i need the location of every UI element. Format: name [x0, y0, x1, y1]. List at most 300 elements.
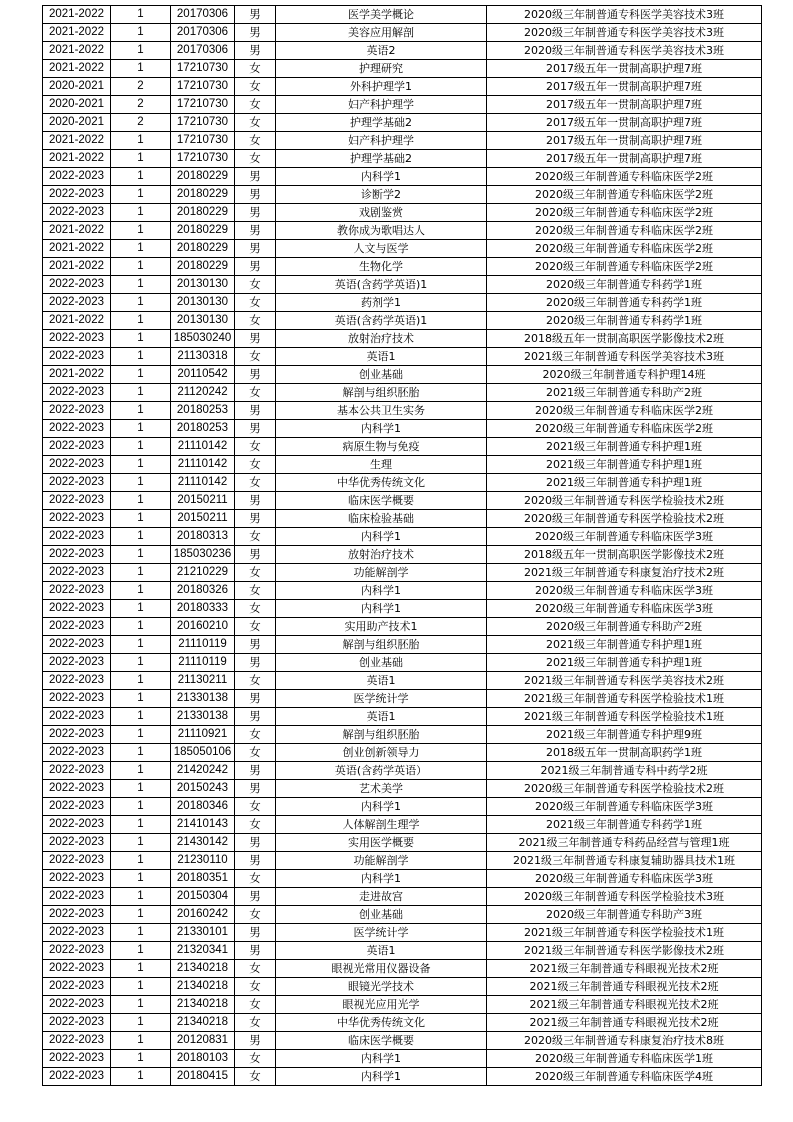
- student-id-cell: 17210730: [171, 96, 235, 114]
- class-name-cell: 2020级三年制普通专科医学美容技术3班: [487, 42, 762, 60]
- academic-year-cell: 2022-2023: [43, 456, 111, 474]
- gender-cell: 女: [235, 1068, 276, 1086]
- term-cell: 1: [111, 582, 171, 600]
- gender-cell: 女: [235, 132, 276, 150]
- term-cell: 1: [111, 996, 171, 1014]
- class-name-cell: 2020级三年制普通专科临床医学3班: [487, 582, 762, 600]
- academic-year-cell: 2022-2023: [43, 564, 111, 582]
- course-name-cell: 英语1: [276, 348, 487, 366]
- table-row: [43, 834, 762, 852]
- gender-cell: 男: [235, 1032, 276, 1050]
- table-row: [43, 798, 762, 816]
- academic-year-cell: 2022-2023: [43, 1050, 111, 1068]
- class-name-cell: 2021级三年制普通专科护理1班: [487, 438, 762, 456]
- gender-cell: 女: [235, 978, 276, 996]
- term-cell: 1: [111, 510, 171, 528]
- course-name-cell: 功能解剖学: [276, 852, 487, 870]
- student-id-cell: 21410143: [171, 816, 235, 834]
- student-id-cell: 20180346: [171, 798, 235, 816]
- academic-year-cell: 2022-2023: [43, 276, 111, 294]
- gender-cell: 男: [235, 510, 276, 528]
- course-name-cell: 眼视光应用光学: [276, 996, 487, 1014]
- table-row: [43, 636, 762, 654]
- student-id-cell: 20180351: [171, 870, 235, 888]
- academic-year-cell: 2022-2023: [43, 798, 111, 816]
- student-id-cell: 185030240: [171, 330, 235, 348]
- academic-year-cell: 2020-2021: [43, 96, 111, 114]
- student-id-cell: 20180415: [171, 1068, 235, 1086]
- term-cell: 1: [111, 906, 171, 924]
- academic-year-cell: 2022-2023: [43, 474, 111, 492]
- table-row: [43, 492, 762, 510]
- class-name-cell: 2021级三年制普通专科助产2班: [487, 384, 762, 402]
- class-name-cell: 2020级三年制普通专科康复治疗技术8班: [487, 1032, 762, 1050]
- gender-cell: 女: [235, 600, 276, 618]
- student-id-cell: 21330138: [171, 690, 235, 708]
- class-name-cell: 2021级三年制普通专科护理1班: [487, 456, 762, 474]
- academic-year-cell: 2022-2023: [43, 1014, 111, 1032]
- table-row: [43, 690, 762, 708]
- class-name-cell: 2021级三年制普通专科眼视光技术2班: [487, 978, 762, 996]
- student-id-cell: 21420242: [171, 762, 235, 780]
- academic-year-cell: 2022-2023: [43, 852, 111, 870]
- term-cell: 1: [111, 672, 171, 690]
- student-id-cell: 20110542: [171, 366, 235, 384]
- term-cell: 1: [111, 258, 171, 276]
- course-name-cell: 内科学1: [276, 420, 487, 438]
- class-name-cell: 2020级三年制普通专科临床医学2班: [487, 204, 762, 222]
- student-id-cell: 21110142: [171, 438, 235, 456]
- academic-year-cell: 2022-2023: [43, 708, 111, 726]
- academic-year-cell: 2022-2023: [43, 600, 111, 618]
- table-row: [43, 1032, 762, 1050]
- term-cell: 2: [111, 114, 171, 132]
- student-id-cell: 185050106: [171, 744, 235, 762]
- academic-year-cell: 2021-2022: [43, 132, 111, 150]
- student-id-cell: 21340218: [171, 1014, 235, 1032]
- term-cell: 1: [111, 402, 171, 420]
- academic-year-cell: 2021-2022: [43, 222, 111, 240]
- table-row: [43, 150, 762, 168]
- term-cell: 1: [111, 888, 171, 906]
- gender-cell: 女: [235, 276, 276, 294]
- gender-cell: 男: [235, 258, 276, 276]
- term-cell: 1: [111, 222, 171, 240]
- table-row: [43, 330, 762, 348]
- term-cell: 1: [111, 978, 171, 996]
- course-name-cell: 英语1: [276, 942, 487, 960]
- class-name-cell: 2020级三年制普通专科临床医学2班: [487, 258, 762, 276]
- student-id-cell: 21330101: [171, 924, 235, 942]
- class-name-cell: 2021级三年制普通专科眼视光技术2班: [487, 1014, 762, 1032]
- table-row: [43, 744, 762, 762]
- table-row: [43, 96, 762, 114]
- academic-year-cell: 2022-2023: [43, 888, 111, 906]
- table-row: [43, 114, 762, 132]
- course-name-cell: 创业基础: [276, 366, 487, 384]
- term-cell: 1: [111, 708, 171, 726]
- gender-cell: 男: [235, 204, 276, 222]
- table-row: [43, 726, 762, 744]
- gender-cell: 女: [235, 312, 276, 330]
- academic-year-cell: 2022-2023: [43, 510, 111, 528]
- table-row: [43, 42, 762, 60]
- course-name-cell: 实用助产技术1: [276, 618, 487, 636]
- student-id-cell: 20130130: [171, 294, 235, 312]
- gender-cell: 男: [235, 888, 276, 906]
- table-row: [43, 438, 762, 456]
- academic-year-cell: 2022-2023: [43, 348, 111, 366]
- class-name-cell: 2020级三年制普通专科临床医学3班: [487, 798, 762, 816]
- academic-year-cell: 2022-2023: [43, 1032, 111, 1050]
- term-cell: 1: [111, 168, 171, 186]
- student-id-cell: 21230110: [171, 852, 235, 870]
- academic-year-cell: 2021-2022: [43, 366, 111, 384]
- class-name-cell: 2020级三年制普通专科临床医学3班: [487, 870, 762, 888]
- student-id-cell: 21330138: [171, 708, 235, 726]
- academic-year-cell: 2022-2023: [43, 834, 111, 852]
- gender-cell: 男: [235, 168, 276, 186]
- gender-cell: 女: [235, 906, 276, 924]
- course-name-cell: 实用医学概要: [276, 834, 487, 852]
- student-id-cell: 20180229: [171, 186, 235, 204]
- course-name-cell: 医学统计学: [276, 690, 487, 708]
- term-cell: 1: [111, 744, 171, 762]
- gender-cell: 男: [235, 690, 276, 708]
- class-name-cell: 2020级三年制普通专科临床医学3班: [487, 600, 762, 618]
- gender-cell: 男: [235, 366, 276, 384]
- academic-year-cell: 2022-2023: [43, 672, 111, 690]
- gender-cell: 女: [235, 1014, 276, 1032]
- table-row: [43, 1014, 762, 1032]
- academic-year-cell: 2021-2022: [43, 150, 111, 168]
- term-cell: 1: [111, 132, 171, 150]
- course-name-cell: 英语1: [276, 672, 487, 690]
- table-row: [43, 564, 762, 582]
- course-name-cell: 护理学基础2: [276, 150, 487, 168]
- academic-year-cell: 2022-2023: [43, 420, 111, 438]
- student-id-cell: 21110142: [171, 474, 235, 492]
- term-cell: 1: [111, 780, 171, 798]
- student-id-cell: 21110142: [171, 456, 235, 474]
- course-name-cell: 英语2: [276, 42, 487, 60]
- student-id-cell: 17210730: [171, 60, 235, 78]
- course-name-cell: 功能解剖学: [276, 564, 487, 582]
- term-cell: 1: [111, 384, 171, 402]
- academic-year-cell: 2021-2022: [43, 312, 111, 330]
- academic-year-cell: 2022-2023: [43, 996, 111, 1014]
- course-name-cell: 基本公共卫生实务: [276, 402, 487, 420]
- class-name-cell: 2021级三年制普通专科医学影像技术2班: [487, 942, 762, 960]
- gender-cell: 男: [235, 420, 276, 438]
- class-name-cell: 2020级三年制普通专科临床医学4班: [487, 1068, 762, 1086]
- class-name-cell: 2017级五年一贯制高职护理7班: [487, 60, 762, 78]
- student-id-cell: 20150211: [171, 492, 235, 510]
- term-cell: 1: [111, 6, 171, 24]
- course-name-cell: 英语(含药学英语)1: [276, 276, 487, 294]
- academic-year-cell: 2021-2022: [43, 24, 111, 42]
- gender-cell: 男: [235, 6, 276, 24]
- course-name-cell: 艺术美学: [276, 780, 487, 798]
- class-name-cell: 2021级三年制普通专科眼视光技术2班: [487, 996, 762, 1014]
- table-row: [43, 366, 762, 384]
- table-row: [43, 276, 762, 294]
- course-name-cell: 临床医学概要: [276, 1032, 487, 1050]
- class-name-cell: 2021级三年制普通专科护理1班: [487, 474, 762, 492]
- course-name-cell: 药剂学1: [276, 294, 487, 312]
- table-row: [43, 960, 762, 978]
- term-cell: 1: [111, 762, 171, 780]
- term-cell: 1: [111, 150, 171, 168]
- gender-cell: 女: [235, 744, 276, 762]
- table-row: [43, 546, 762, 564]
- course-name-cell: 医学美学概论: [276, 6, 487, 24]
- gender-cell: 女: [235, 78, 276, 96]
- term-cell: 2: [111, 96, 171, 114]
- course-name-cell: 英语(含药学英语)1: [276, 312, 487, 330]
- student-id-cell: 21340218: [171, 996, 235, 1014]
- table-row: [43, 6, 762, 24]
- gender-cell: 男: [235, 42, 276, 60]
- gender-cell: 男: [235, 924, 276, 942]
- class-name-cell: 2021级三年制普通专科护理9班: [487, 726, 762, 744]
- student-id-cell: 17210730: [171, 78, 235, 96]
- academic-year-cell: 2022-2023: [43, 402, 111, 420]
- gender-cell: 女: [235, 564, 276, 582]
- student-id-cell: 20180333: [171, 600, 235, 618]
- term-cell: 1: [111, 312, 171, 330]
- academic-year-cell: 2021-2022: [43, 6, 111, 24]
- term-cell: 1: [111, 654, 171, 672]
- term-cell: 1: [111, 474, 171, 492]
- class-name-cell: 2021级三年制普通专科中药学2班: [487, 762, 762, 780]
- student-id-cell: 20180326: [171, 582, 235, 600]
- term-cell: 1: [111, 816, 171, 834]
- student-id-cell: 20150243: [171, 780, 235, 798]
- class-name-cell: 2020级三年制普通专科临床医学2班: [487, 240, 762, 258]
- class-name-cell: 2017级五年一贯制高职护理7班: [487, 78, 762, 96]
- gender-cell: 女: [235, 150, 276, 168]
- term-cell: 1: [111, 186, 171, 204]
- academic-year-cell: 2022-2023: [43, 438, 111, 456]
- table-row: [43, 312, 762, 330]
- gender-cell: 女: [235, 996, 276, 1014]
- student-id-cell: 20180229: [171, 204, 235, 222]
- class-name-cell: 2020级三年制普通专科助产3班: [487, 906, 762, 924]
- course-name-cell: 解剖与组织胚胎: [276, 726, 487, 744]
- student-id-cell: 20180229: [171, 222, 235, 240]
- gender-cell: 男: [235, 636, 276, 654]
- gender-cell: 女: [235, 294, 276, 312]
- table-row: [43, 348, 762, 366]
- academic-year-cell: 2022-2023: [43, 636, 111, 654]
- student-id-cell: 21130318: [171, 348, 235, 366]
- academic-year-cell: 2022-2023: [43, 546, 111, 564]
- academic-year-cell: 2022-2023: [43, 618, 111, 636]
- student-id-cell: 20180229: [171, 258, 235, 276]
- academic-year-cell: 2022-2023: [43, 942, 111, 960]
- course-name-cell: 生物化学: [276, 258, 487, 276]
- student-id-cell: 21110119: [171, 654, 235, 672]
- term-cell: 1: [111, 618, 171, 636]
- academic-year-cell: 2022-2023: [43, 186, 111, 204]
- class-name-cell: 2020级三年制普通专科临床医学2班: [487, 186, 762, 204]
- academic-year-cell: 2022-2023: [43, 762, 111, 780]
- student-id-cell: 20170306: [171, 24, 235, 42]
- course-name-cell: 放射治疗技术: [276, 330, 487, 348]
- table-row: [43, 78, 762, 96]
- class-name-cell: 2021级三年制普通专科医学检验技术1班: [487, 708, 762, 726]
- gender-cell: 女: [235, 726, 276, 744]
- academic-year-cell: 2022-2023: [43, 744, 111, 762]
- course-name-cell: 诊断学2: [276, 186, 487, 204]
- term-cell: 2: [111, 78, 171, 96]
- class-name-cell: 2017级五年一贯制高职护理7班: [487, 96, 762, 114]
- student-id-cell: 20180229: [171, 240, 235, 258]
- table-row: [43, 222, 762, 240]
- table-row: [43, 942, 762, 960]
- gender-cell: 男: [235, 222, 276, 240]
- class-name-cell: 2017级五年一贯制高职护理7班: [487, 150, 762, 168]
- academic-year-cell: 2022-2023: [43, 528, 111, 546]
- class-name-cell: 2021级三年制普通专科护理1班: [487, 636, 762, 654]
- course-name-cell: 戏剧鉴赏: [276, 204, 487, 222]
- gender-cell: 女: [235, 384, 276, 402]
- student-id-cell: 20170306: [171, 6, 235, 24]
- table-row: [43, 672, 762, 690]
- class-name-cell: 2020级三年制普通专科临床医学2班: [487, 402, 762, 420]
- table-row: [43, 204, 762, 222]
- term-cell: 1: [111, 636, 171, 654]
- gender-cell: 男: [235, 654, 276, 672]
- class-name-cell: 2020级三年制普通专科药学1班: [487, 276, 762, 294]
- table-row: [43, 384, 762, 402]
- gender-cell: 男: [235, 942, 276, 960]
- term-cell: 1: [111, 1014, 171, 1032]
- class-name-cell: 2020级三年制普通专科临床医学1班: [487, 1050, 762, 1068]
- class-name-cell: 2018级五年一贯制高职医学影像技术2班: [487, 330, 762, 348]
- gender-cell: 女: [235, 528, 276, 546]
- table-row: [43, 996, 762, 1014]
- term-cell: 1: [111, 294, 171, 312]
- term-cell: 1: [111, 834, 171, 852]
- class-name-cell: 2020级三年制普通专科医学检验技术2班: [487, 510, 762, 528]
- course-name-cell: 创业基础: [276, 654, 487, 672]
- table-row: [43, 654, 762, 672]
- course-name-cell: 临床检验基础: [276, 510, 487, 528]
- course-name-cell: 解剖与组织胚胎: [276, 384, 487, 402]
- term-cell: 1: [111, 564, 171, 582]
- term-cell: 1: [111, 42, 171, 60]
- course-name-cell: 临床医学概要: [276, 492, 487, 510]
- class-name-cell: 2018级五年一贯制高职医学影像技术2班: [487, 546, 762, 564]
- academic-year-cell: 2022-2023: [43, 906, 111, 924]
- table-row: [43, 582, 762, 600]
- academic-year-cell: 2021-2022: [43, 42, 111, 60]
- course-name-cell: 眼视光常用仪器设备: [276, 960, 487, 978]
- class-name-cell: 2020级三年制普通专科临床医学2班: [487, 168, 762, 186]
- table-row: [43, 186, 762, 204]
- term-cell: 1: [111, 1032, 171, 1050]
- class-name-cell: 2017级五年一贯制高职护理7班: [487, 132, 762, 150]
- table-row: [43, 258, 762, 276]
- student-id-cell: 20160210: [171, 618, 235, 636]
- gender-cell: 男: [235, 546, 276, 564]
- gender-cell: 女: [235, 816, 276, 834]
- class-name-cell: 2021级三年制普通专科医学美容技术2班: [487, 672, 762, 690]
- class-name-cell: 2021级三年制普通专科医学美容技术3班: [487, 348, 762, 366]
- academic-year-cell: 2022-2023: [43, 690, 111, 708]
- class-name-cell: 2018级五年一贯制高职药学1班: [487, 744, 762, 762]
- student-id-cell: 20180313: [171, 528, 235, 546]
- course-name-cell: 内科学1: [276, 600, 487, 618]
- class-name-cell: 2021级三年制普通专科药品经营与管理1班: [487, 834, 762, 852]
- term-cell: 1: [111, 960, 171, 978]
- academic-year-cell: 2021-2022: [43, 258, 111, 276]
- gender-cell: 男: [235, 402, 276, 420]
- gender-cell: 女: [235, 960, 276, 978]
- gender-cell: 女: [235, 1050, 276, 1068]
- gender-cell: 男: [235, 762, 276, 780]
- course-name-cell: 中华优秀传统文化: [276, 474, 487, 492]
- gender-cell: 男: [235, 330, 276, 348]
- gender-cell: 女: [235, 474, 276, 492]
- gender-cell: 男: [235, 24, 276, 42]
- course-name-cell: 创业基础: [276, 906, 487, 924]
- term-cell: 1: [111, 204, 171, 222]
- course-name-cell: 内科学1: [276, 798, 487, 816]
- table-row: [43, 852, 762, 870]
- gender-cell: 女: [235, 618, 276, 636]
- term-cell: 1: [111, 942, 171, 960]
- student-id-cell: 20130130: [171, 276, 235, 294]
- course-name-cell: 人文与医学: [276, 240, 487, 258]
- gender-cell: 女: [235, 438, 276, 456]
- class-name-cell: 2020级三年制普通专科助产2班: [487, 618, 762, 636]
- academic-year-cell: 2022-2023: [43, 492, 111, 510]
- student-id-cell: 20170306: [171, 42, 235, 60]
- term-cell: 1: [111, 276, 171, 294]
- gender-cell: 女: [235, 672, 276, 690]
- academic-year-cell: 2021-2022: [43, 240, 111, 258]
- class-name-cell: 2020级三年制普通专科医学检验技术2班: [487, 780, 762, 798]
- gender-cell: 女: [235, 348, 276, 366]
- course-name-cell: 妇产科护理学: [276, 132, 487, 150]
- class-name-cell: 2021级三年制普通专科护理1班: [487, 654, 762, 672]
- class-name-cell: 2021级三年制普通专科康复辅助器具技术1班: [487, 852, 762, 870]
- class-name-cell: 2020级三年制普通专科临床医学2班: [487, 222, 762, 240]
- student-id-cell: 21430142: [171, 834, 235, 852]
- course-name-cell: 英语(含药学英语）: [276, 762, 487, 780]
- student-id-cell: 20180253: [171, 402, 235, 420]
- term-cell: 1: [111, 852, 171, 870]
- student-id-cell: 20150304: [171, 888, 235, 906]
- class-name-cell: 2020级三年制普通专科药学1班: [487, 294, 762, 312]
- table-row: [43, 168, 762, 186]
- academic-year-cell: 2022-2023: [43, 1068, 111, 1086]
- student-id-cell: 20160242: [171, 906, 235, 924]
- academic-year-cell: 2022-2023: [43, 978, 111, 996]
- class-name-cell: 2020级三年制普通专科医学检验技术3班: [487, 888, 762, 906]
- class-name-cell: 2021级三年制普通专科康复治疗技术2班: [487, 564, 762, 582]
- course-name-cell: 内科学1: [276, 168, 487, 186]
- class-name-cell: 2020级三年制普通专科临床医学2班: [487, 420, 762, 438]
- term-cell: 1: [111, 1050, 171, 1068]
- term-cell: 1: [111, 798, 171, 816]
- course-name-cell: 眼镜光学技术: [276, 978, 487, 996]
- table-row: [43, 1050, 762, 1068]
- academic-year-cell: 2022-2023: [43, 726, 111, 744]
